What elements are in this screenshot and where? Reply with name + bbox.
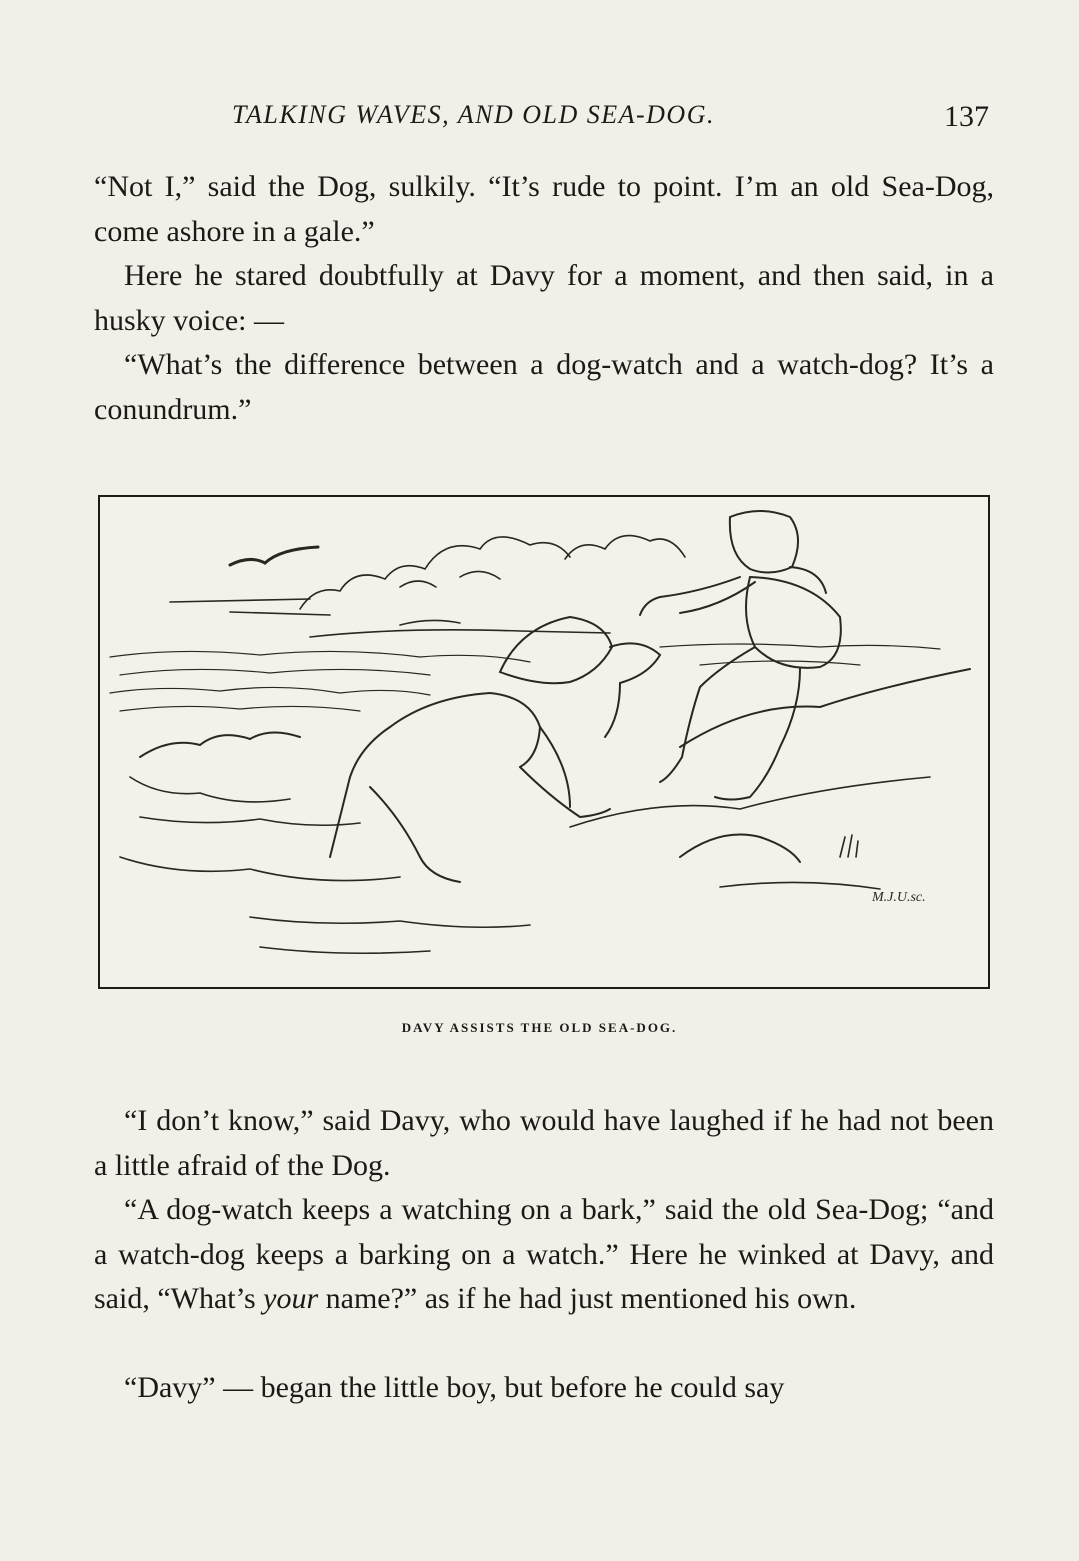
paragraph-6: “Davy” — began the little boy, but before he could say xyxy=(124,1371,785,1404)
illustration-caption: DAVY ASSISTS THE OLD SEA-DOG. xyxy=(401,1020,678,1035)
surf-line xyxy=(120,857,400,881)
distant-land xyxy=(400,620,460,625)
dog-hind-leg xyxy=(370,787,460,882)
paragraph-5 xyxy=(94,1188,994,1322)
dog-front-leg xyxy=(540,727,570,807)
horizon-line xyxy=(310,630,610,637)
boy-davy xyxy=(640,511,841,800)
boy-jacket xyxy=(746,577,841,668)
dog-hat xyxy=(500,617,612,683)
sand-dune xyxy=(570,777,930,827)
dog-ear xyxy=(605,683,620,737)
boy-arm xyxy=(640,577,740,615)
paragraph-5-text-b: name?” as if he had just mentioned his own. xyxy=(318,1282,857,1315)
breaking-wave-crest xyxy=(140,732,300,757)
surf-line xyxy=(260,947,430,953)
wave-foam xyxy=(130,777,290,802)
illustration xyxy=(98,495,990,989)
engraving-davy-and-sea-dog xyxy=(100,497,988,987)
engraver-signature: M.J.U.sc. xyxy=(872,890,926,905)
rock-mound xyxy=(680,835,800,863)
grass-tuft xyxy=(840,835,858,857)
paragraph-3: “What’s the difference between a dog-watch and a watch-dog? It’s a conundrum.” xyxy=(94,348,994,426)
seagull xyxy=(230,547,318,565)
cloud xyxy=(300,537,570,609)
horizon-line xyxy=(170,599,310,602)
paragraph-4: “I don’t know,” said Davy, who would have laughed if he had not been a little afraid of the Dog. xyxy=(94,1104,994,1182)
dog-snout xyxy=(610,643,660,683)
boy-leg xyxy=(715,669,800,800)
dog-coat xyxy=(390,693,540,767)
paragraph-1: “Not I,” said the Dog, sulkily. “It’s rude to point. I’m an old Sea-Dog, come ashore in a gale.” xyxy=(94,170,994,248)
sand-dune xyxy=(680,669,970,747)
boy-head xyxy=(730,511,798,573)
dog-hind-leg xyxy=(330,727,390,857)
running-title: TALKING WAVES, AND OLD SEA-DOG. xyxy=(232,100,715,129)
boy-arm xyxy=(680,582,755,613)
paragraph-2: Here he stared doubtfully at Davy for a moment, and then said, in a husky voice: — xyxy=(94,259,994,337)
wave-foam xyxy=(140,817,360,825)
sand-ridge xyxy=(720,882,880,889)
page-number: 137 xyxy=(944,100,989,133)
horizon-line xyxy=(230,612,330,615)
cloud xyxy=(565,536,685,559)
boy-collar xyxy=(790,567,826,593)
paragraph-5-text-a: “A dog-watch keeps a watching on a bark,” said the old Sea-Dog; “and a watch-dog keeps a barking on a watch.” Here he winked at Davy, and said, “What’s xyxy=(94,1193,994,1315)
paragraph-5-emphasis: your xyxy=(263,1282,319,1315)
boy-leg xyxy=(660,647,755,782)
cloud-shading xyxy=(400,571,500,587)
sea-waves xyxy=(110,644,940,711)
surf-line xyxy=(250,917,530,927)
